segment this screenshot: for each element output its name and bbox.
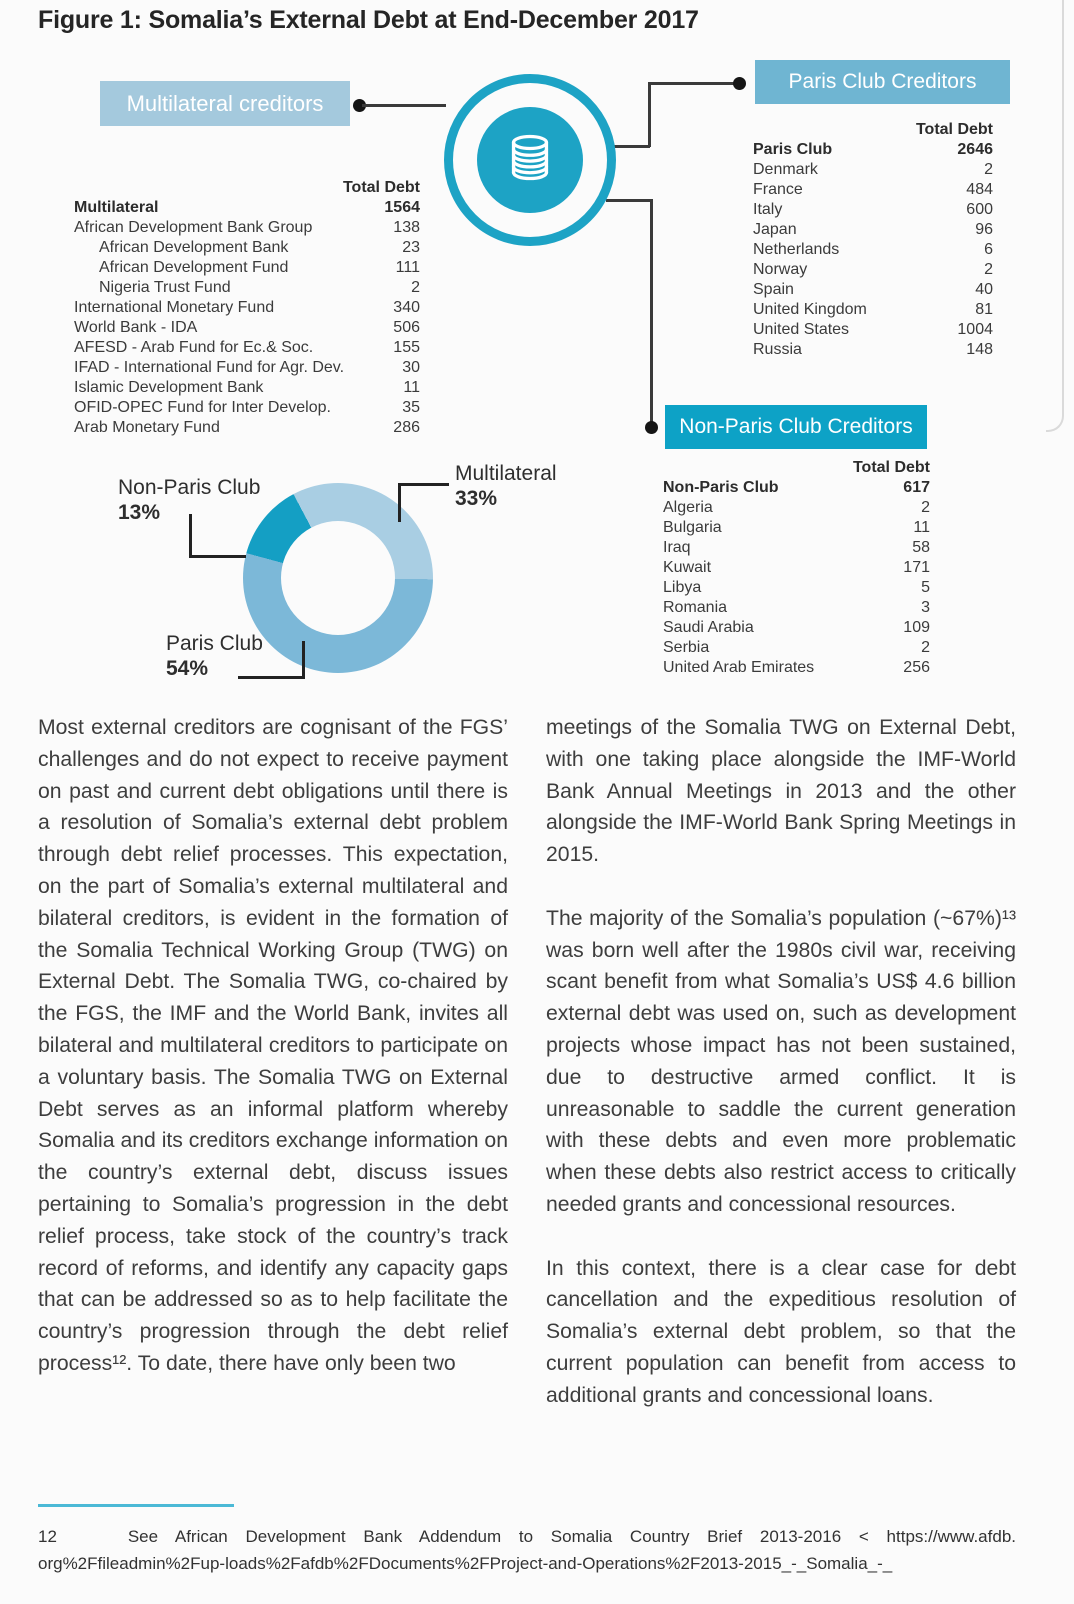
body-paragraph: In this context, there is a clear case for debt cancellation and the expeditious resolution of Somalia’s external debt problem, so that the current population can benefit from access to additional grants and concessional loans. <box>546 1256 1016 1407</box>
creditor-value: 484 <box>966 181 993 198</box>
callout-line <box>302 641 305 678</box>
creditor-value: 40 <box>975 281 993 298</box>
creditor-value: 96 <box>975 221 993 238</box>
table-row <box>663 478 930 498</box>
creditor-name: Multilateral <box>74 199 159 216</box>
paris-club-creditors-box <box>755 60 1010 104</box>
creditor-value: 600 <box>966 201 993 218</box>
creditor-value: 111 <box>395 259 420 276</box>
table-row <box>753 180 993 200</box>
connector-line <box>606 199 652 202</box>
paris-club-debt-table <box>753 120 993 360</box>
body-paragraph: The majority of the Somalia’s population (~67%)¹³ was born well after the 1980s civil war, receiving scant benefit from what Somalia’s US$ 4.6 billion external debt was used on, such as development projects whose impact has not been sustained, due to destructive armed conflict. It is unreasonable to saddle the current generation with these debts and even more problematic when these debts also restrict access to critically needed grants and concessional resources. <box>546 906 1016 1216</box>
creditor-value: 138 <box>393 219 420 236</box>
creditor-value: 171 <box>903 559 930 576</box>
page-edge-border <box>1046 0 1064 432</box>
creditor-value: 30 <box>402 359 420 376</box>
figure-title: Figure 1: Somalia’s External Debt at End-December 2017 <box>38 6 699 34</box>
creditor-name: Russia <box>753 341 802 358</box>
creditor-name: United Kingdom <box>753 301 867 318</box>
creditor-name: African Development Bank <box>99 239 289 256</box>
creditor-name: Non-Paris Club <box>663 479 779 496</box>
table-row <box>663 518 930 538</box>
creditor-name: Iraq <box>663 539 691 556</box>
table-row <box>663 638 930 658</box>
creditor-value: 3 <box>921 599 930 616</box>
donut-label-paris <box>166 631 263 681</box>
callout-line <box>189 555 246 558</box>
column-header-total-debt: Total Debt <box>852 459 930 476</box>
paris-club-creditors-label: Paris Club Creditors <box>788 70 977 93</box>
body-paragraph: Most external creditors are cognisant of the FGS’ challenges and do not expect to receive payment on past and current debt obligations until there is a resolution of Somalia’s external debt problem through debt relief processes. This expectation, on the part of Somalia’s external multilateral and bilateral creditors, is evident in the formation of the Somalia Technical Working Group (TWG) on External Debt. The Somalia TWG, co-chaired by the FGS, the IMF and the World Bank, invites all bilateral and multilateral creditors to participate on a voluntary basis. The Somalia TWG on External Debt serves as an informal platform whereby Somalia and its creditors exchange information on the country’s external debt, discuss issues pertaining to Somalia’s progression in the debt relief process, take stock of the country’s track record of reforms, and identify any capacity gaps that can be addressed so as to help facilitate the country’s progression through the debt relief process¹². To date, there have only been two <box>38 716 508 1375</box>
table-row <box>753 320 993 340</box>
table-row <box>663 618 930 638</box>
body-text <box>38 712 1016 1412</box>
creditor-name: International Monetary Fund <box>74 299 275 316</box>
table-row <box>663 538 930 558</box>
creditor-name: Paris Club <box>753 141 833 158</box>
slice-percent: 54% <box>166 657 209 680</box>
body-column-left <box>38 712 508 1412</box>
debt-icon-circle <box>477 107 583 213</box>
creditor-value: 2 <box>984 261 993 278</box>
connector-line <box>612 145 650 148</box>
callout-line <box>238 676 305 679</box>
creditor-name: Romania <box>663 599 728 616</box>
table-row <box>753 140 993 160</box>
table-row <box>74 418 420 438</box>
table-row <box>74 358 420 378</box>
table-row <box>663 598 930 618</box>
table-row <box>74 238 420 258</box>
creditor-name: United States <box>753 321 850 338</box>
slice-percent: 13% <box>118 501 161 524</box>
creditor-value: 2646 <box>957 141 993 158</box>
table-row <box>74 398 420 418</box>
creditor-value: 11 <box>403 379 420 396</box>
column-header-total-debt: Total Debt <box>915 121 993 138</box>
creditor-name: Algeria <box>663 499 713 516</box>
creditor-value: 81 <box>975 301 993 318</box>
creditor-value: 2 <box>411 279 420 296</box>
creditor-value: 617 <box>903 479 930 496</box>
slice-label: Non-Paris Club <box>118 476 261 499</box>
nonparis-club-creditors-label: Non-Paris Club Creditors <box>679 415 913 438</box>
creditor-value: 11 <box>913 519 930 536</box>
creditor-value: 1004 <box>957 321 993 338</box>
creditor-name: United Arab Emirates <box>663 659 815 676</box>
connector-line <box>648 82 736 85</box>
table-row <box>753 160 993 180</box>
table-row <box>663 578 930 598</box>
table-row <box>663 558 930 578</box>
table-row <box>74 278 420 298</box>
creditor-value: 6 <box>984 241 993 258</box>
donut-hole <box>281 521 395 635</box>
body-column-right <box>546 712 1016 1412</box>
callout-line <box>189 514 192 558</box>
creditor-value: 256 <box>903 659 930 676</box>
creditor-name: Islamic Development Bank <box>74 379 264 396</box>
slice-label: Multilateral <box>455 462 557 485</box>
connector-line <box>650 199 653 425</box>
creditor-value: 506 <box>393 319 420 336</box>
footnote-line: org%2Ffileadmin%2Fup-loads%2Fafdb%2FDocuments%2FProject-and-Operations%2F2013-2015_-_Somalia_-_ <box>38 1553 893 1573</box>
table-header-row <box>74 178 420 198</box>
multilateral-creditors-box <box>100 81 350 126</box>
creditor-value: 5 <box>921 579 930 596</box>
nonparis-club-creditors-box <box>665 405 927 449</box>
connector-line <box>648 82 651 147</box>
creditor-value: 148 <box>966 341 993 358</box>
table-row <box>663 498 930 518</box>
creditor-name: Italy <box>753 201 783 218</box>
creditor-name: World Bank - IDA <box>74 319 198 336</box>
table-row <box>74 378 420 398</box>
callout-line <box>398 483 401 522</box>
creditor-name: Netherlands <box>753 241 840 258</box>
creditor-value: 286 <box>393 419 420 436</box>
creditor-value: 340 <box>393 299 420 316</box>
creditor-value: 58 <box>912 539 930 556</box>
footnote-line: 12 See African Development Bank Addendum to Somalia Country Brief 2013-2016 < https://www.afdb. <box>38 1527 1016 1546</box>
footnote-divider <box>38 1504 234 1507</box>
table-row <box>74 198 420 218</box>
table-row <box>74 318 420 338</box>
connector-dot <box>733 77 746 90</box>
creditor-name: Kuwait <box>663 559 712 576</box>
creditor-name: Libya <box>663 579 702 596</box>
creditor-value: 23 <box>402 239 420 256</box>
multilateral-debt-table <box>74 178 420 438</box>
creditor-name: Serbia <box>663 639 710 656</box>
table-header-row <box>753 120 993 140</box>
table-row <box>74 298 420 318</box>
multilateral-creditors-label: Multilateral creditors <box>126 90 324 116</box>
creditor-name: Denmark <box>753 161 818 178</box>
table-row <box>753 200 993 220</box>
table-row <box>753 220 993 240</box>
creditor-name: IFAD - International Fund for Agr. Dev. <box>74 359 345 376</box>
creditor-name: AFESD - Arab Fund for Ec.& Soc. <box>74 339 314 356</box>
creditor-value: 109 <box>903 619 930 636</box>
creditor-value: 2 <box>984 161 993 178</box>
creditor-name: Bulgaria <box>663 519 722 536</box>
creditor-name: Saudi Arabia <box>663 619 754 636</box>
callout-line <box>398 483 449 486</box>
creditor-name: African Development Bank Group <box>74 219 313 236</box>
creditor-value: 155 <box>393 339 420 356</box>
creditor-name: Japan <box>753 221 797 238</box>
creditor-name: Norway <box>753 261 808 278</box>
table-row <box>753 340 993 360</box>
creditor-value: 2 <box>921 639 930 656</box>
table-row <box>753 300 993 320</box>
slice-label: Paris Club <box>166 632 263 655</box>
coin-stack-icon <box>499 127 561 194</box>
creditor-value: 2 <box>921 499 930 516</box>
table-header-row <box>663 458 930 478</box>
connector-line <box>362 104 446 107</box>
table-row <box>753 260 993 280</box>
creditor-name: OFID-OPEC Fund for Inter Develop. <box>74 399 331 416</box>
table-row <box>74 258 420 278</box>
creditor-name: Arab Monetary Fund <box>74 419 220 436</box>
footnote <box>38 1524 1016 1577</box>
body-paragraph: meetings of the Somalia TWG on External Debt, with one taking place alongside the IMF-World Bank Annual Meetings in 2013 and the other alongside the IMF-World Bank Spring Meetings in 2015. <box>546 716 1016 867</box>
connector-dot <box>645 421 658 434</box>
nonparis-club-debt-table <box>663 458 930 678</box>
creditor-value: 35 <box>402 399 420 416</box>
table-row <box>663 658 930 678</box>
table-row <box>753 280 993 300</box>
creditor-name: African Development Fund <box>99 259 289 276</box>
creditor-name: France <box>753 181 803 198</box>
slice-percent: 33% <box>455 487 498 510</box>
column-header-total-debt: Total Debt <box>342 179 420 196</box>
table-row <box>753 240 993 260</box>
creditor-value: 1564 <box>384 199 420 216</box>
creditor-name: Spain <box>753 281 794 298</box>
table-row <box>74 338 420 358</box>
table-row <box>74 218 420 238</box>
creditor-name: Nigeria Trust Fund <box>99 279 231 296</box>
donut-label-multilateral <box>455 461 557 511</box>
